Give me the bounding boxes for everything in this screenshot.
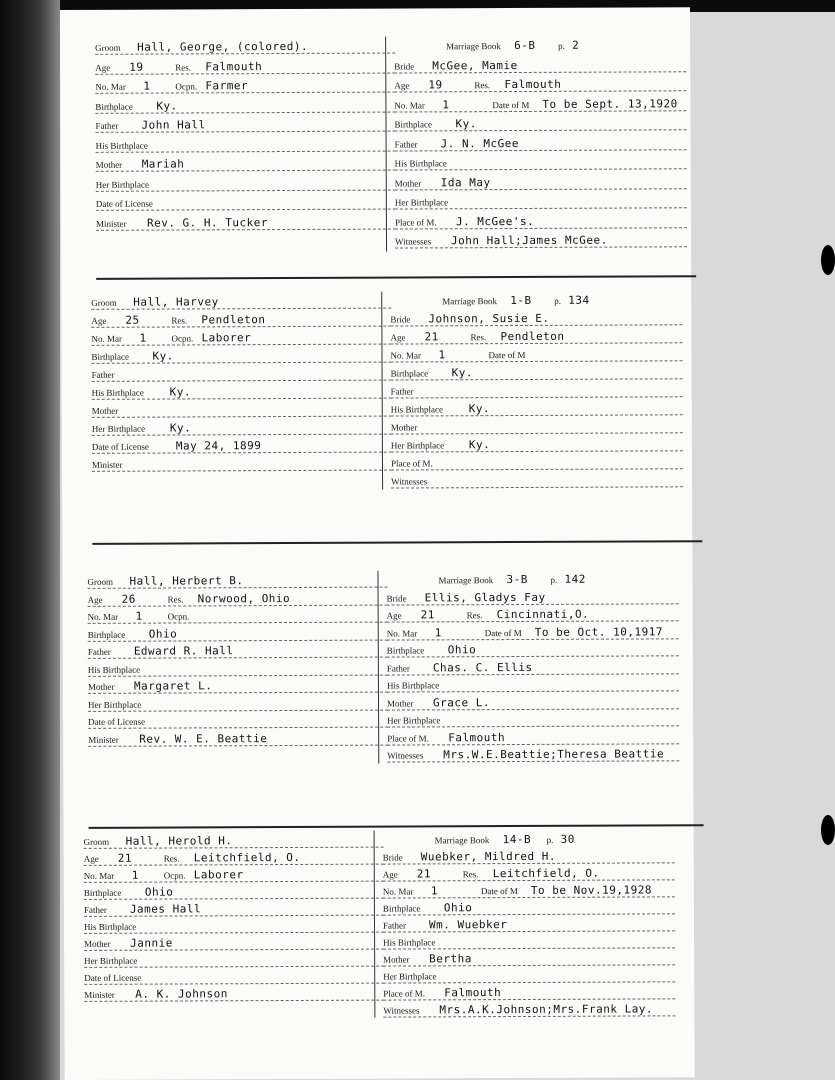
bride-date-of-m-value: To be Oct. 10,1917 — [534, 624, 663, 639]
groom-ocpn-value: Farmer — [205, 79, 249, 93]
groom-mother-label: Mother — [91, 405, 119, 416]
groom-section — [84, 831, 385, 1019]
bride-no-mar-value: 1 — [438, 348, 446, 362]
bride-age-label: Age — [386, 610, 402, 621]
groom-father-label: Father — [91, 369, 115, 380]
page-label: p. — [554, 295, 562, 306]
bride-his-birthplace-row — [391, 398, 683, 416]
groom-minister-row — [96, 212, 396, 230]
groom-father-row — [88, 641, 388, 659]
groom-ocpn-label: Ocpn. — [163, 870, 186, 881]
groom-age-row — [95, 56, 395, 74]
page-label: p. — [558, 40, 565, 51]
bride-birthplace-label: Birthplace — [394, 119, 433, 130]
marriage-book-value: 3-B — [506, 572, 528, 587]
bride-his-birthplace-value: Ky. — [468, 402, 491, 416]
bride-father-value: J. N. McGee — [440, 136, 519, 150]
bride-name-value: Ellis, Gladys Fay — [424, 590, 546, 604]
groom-his-birthplace-label: His Birthplace — [95, 140, 148, 151]
groom-res-label: Res. — [167, 593, 184, 605]
groom-father-label: Father — [83, 904, 107, 915]
groom-date-of-license-row — [88, 711, 388, 729]
groom-name-value: Hall, Herold H. — [125, 834, 233, 848]
groom-res-value: Leitchfield, O. — [193, 850, 301, 865]
groom-her-birthplace-row — [92, 418, 392, 436]
bride-res-label: Res. — [462, 869, 479, 880]
groom-minister-value: A. K. Johnson — [135, 987, 228, 1001]
groom-minister-label: Minister — [88, 734, 119, 745]
bride-name-row — [394, 55, 686, 73]
bride-place-of-m-value: Falmouth — [448, 730, 506, 744]
groom-date-of-license-row — [96, 193, 396, 211]
bride-name-row — [390, 308, 682, 326]
groom-res-label: Res. — [175, 61, 192, 72]
groom-groom-label: Groom — [83, 836, 110, 847]
bride-age-value: 19 — [428, 78, 443, 92]
bride-her-birthplace-row — [391, 434, 683, 452]
bride-witnesses-label: Witnesses — [387, 750, 424, 761]
groom-mother-row — [84, 933, 384, 951]
groom-father-label: Father — [87, 646, 111, 657]
bride-date-of-m-label: Date of M — [488, 349, 526, 361]
bride-place-of-m-label: Place of M. — [390, 458, 433, 469]
groom-name-row — [87, 571, 387, 589]
bride-no-mar-value: 1 — [442, 97, 450, 111]
bride-father-value: Wm. Wuebker — [428, 918, 508, 932]
groom-age-label: Age — [83, 853, 99, 864]
bride-mother-row — [383, 948, 675, 966]
bride-birthplace-row — [387, 639, 679, 657]
bride-res-label: Res. — [466, 610, 483, 621]
marriage-book-header — [435, 829, 655, 846]
groom-birthplace-value: Ky. — [156, 98, 178, 113]
groom-no-mar-label: No. Mar — [83, 870, 115, 881]
bride-witnesses-value: Mrs.W.E.Beattie;Theresa Beattie — [443, 747, 665, 762]
marriage-book-value: 6-B — [514, 38, 536, 53]
groom-his-birthplace-row — [92, 382, 392, 400]
groom-her-birthplace-label: Her Birthplace — [88, 699, 142, 710]
bride-his-birthplace-label: His Birthplace — [394, 158, 447, 169]
bride-section — [381, 290, 683, 489]
bride-res-value: Pendleton — [500, 329, 565, 344]
groom-his-birthplace-label: His Birthplace — [91, 387, 144, 398]
bride-place-of-m-row — [387, 727, 679, 745]
bride-her-birthplace-label: Her Birthplace — [394, 197, 449, 208]
groom-res-value: Pendleton — [201, 313, 266, 327]
groom-groom-label: Groom — [95, 42, 121, 53]
bride-his-birthplace-row — [383, 931, 675, 949]
groom-minister-row — [92, 454, 392, 472]
groom-age-row — [84, 848, 384, 866]
bride-bride-label: Bride — [394, 60, 415, 72]
bride-res-value: Cincinnati,O. — [496, 607, 590, 622]
binder-hole — [821, 245, 835, 275]
groom-date-of-license-row — [92, 436, 392, 454]
bride-no-mar-value: 1 — [430, 884, 439, 898]
bride-father-label: Father — [394, 138, 418, 150]
bride-birthplace-value: Ky. — [451, 366, 473, 380]
bride-witnesses-label: Witnesses — [383, 1005, 420, 1016]
bride-place-of-m-row — [391, 452, 683, 470]
bride-section — [374, 829, 676, 1017]
groom-section — [87, 571, 388, 765]
bride-father-label: Father — [390, 386, 414, 397]
groom-no-mar-row — [84, 865, 384, 883]
bride-father-row — [391, 380, 683, 398]
bride-birthplace-value: Ky. — [455, 117, 477, 131]
groom-no-mar-value: 1 — [135, 609, 143, 623]
groom-mother-value: Mariah — [141, 157, 185, 171]
bride-his-birthplace-label: His Birthplace — [390, 404, 444, 415]
bride-father-label: Father — [382, 920, 407, 931]
bride-mother-label: Mother — [387, 697, 414, 709]
groom-birthplace-label: Birthplace — [95, 101, 133, 112]
bride-name-row — [387, 587, 679, 605]
groom-ocpn-label: Ocpn. — [171, 333, 194, 344]
record-divider — [96, 275, 696, 280]
groom-res-label: Res. — [163, 853, 180, 864]
bride-his-birthplace-row — [387, 674, 679, 692]
marriage-book-value: 1-B — [510, 293, 532, 308]
bride-no-mar-row — [387, 622, 679, 640]
groom-name-value: Hall, George, (colored). — [137, 39, 309, 54]
groom-her-birthplace-row — [88, 693, 388, 711]
bride-father-row — [395, 133, 687, 151]
groom-no-mar-row — [88, 606, 388, 624]
groom-birthplace-label: Birthplace — [83, 887, 122, 898]
bride-name-value: Wuebker, Mildred H. — [420, 849, 557, 864]
groom-minister-row — [88, 728, 388, 746]
groom-date-of-license-row — [84, 967, 384, 985]
groom-groom-label: Groom — [87, 576, 114, 587]
groom-her-birthplace-label: Her Birthplace — [84, 955, 138, 966]
bride-date-of-m-label: Date of M — [492, 99, 530, 110]
bride-witnesses-label: Witnesses — [394, 236, 432, 247]
groom-her-birthplace-label: Her Birthplace — [91, 423, 146, 434]
bride-age-label: Age — [390, 332, 406, 343]
bride-age-value: 21 — [416, 867, 432, 881]
groom-mother-row — [88, 676, 388, 694]
bride-mother-label: Mother — [390, 422, 418, 433]
bride-place-of-m-row — [395, 211, 687, 229]
marriage-book-label: Marriage Book — [442, 296, 498, 307]
bride-no-mar-value: 1 — [434, 625, 442, 639]
groom-res-value: Norwood, Ohio — [197, 591, 291, 605]
bride-res-label: Res. — [470, 332, 487, 343]
groom-minister-label: Minister — [95, 218, 127, 229]
bride-name-value: Johnson, Susie E. — [428, 311, 550, 326]
groom-minister-value: Rev. W. E. Beattie — [139, 731, 268, 746]
page-value: 134 — [568, 293, 590, 307]
bride-birthplace-row — [383, 897, 675, 915]
bride-no-mar-label: No. Mar — [390, 350, 422, 361]
groom-birthplace-row — [91, 346, 391, 364]
groom-his-birthplace-row — [84, 916, 384, 934]
marriage-book-label: Marriage Book — [438, 575, 494, 586]
bride-birthplace-label: Birthplace — [382, 903, 421, 914]
groom-date-of-license-label: Date of License — [95, 198, 153, 209]
groom-age-label: Age — [91, 315, 107, 326]
groom-no-mar-label: No. Mar — [87, 611, 119, 622]
bride-res-value: Leitchfield, O. — [492, 866, 600, 881]
bride-witnesses-row — [391, 470, 683, 488]
bride-his-birthplace-row — [395, 152, 687, 170]
bride-mother-value: Grace L. — [432, 695, 491, 709]
groom-father-value: John Hall — [141, 118, 206, 132]
groom-date-of-license-label: Date of License — [91, 441, 149, 452]
groom-name-row — [91, 292, 391, 310]
bride-father-value: Chas. C. Ellis — [432, 660, 533, 674]
groom-mother-value: Margaret L. — [133, 679, 213, 693]
bride-bride-label: Bride — [382, 852, 403, 863]
groom-birthplace-value: Ohio — [148, 626, 178, 641]
bride-place-of-m-label: Place of M. — [387, 732, 429, 744]
groom-date-of-license-label: Date of License — [88, 716, 146, 727]
binder-hole — [821, 815, 835, 845]
bride-age-row — [387, 604, 679, 622]
groom-ocpn-label: Ocpn. — [175, 81, 198, 92]
groom-his-birthplace-row — [88, 658, 388, 676]
bride-her-birthplace-row — [395, 191, 687, 209]
bride-no-mar-row — [394, 94, 686, 112]
bride-her-birthplace-label: Her Birthplace — [383, 971, 437, 982]
marriage-record-page — [60, 7, 695, 1080]
groom-age-value: 21 — [117, 851, 132, 865]
bride-age-row — [383, 863, 675, 881]
bride-father-row — [383, 914, 675, 932]
groom-birthplace-value: Ohio — [144, 885, 174, 899]
bride-place-of-m-value: Falmouth — [444, 986, 502, 1000]
groom-birthplace-label: Birthplace — [87, 629, 126, 640]
groom-no-mar-row — [91, 328, 391, 346]
groom-date-of-license-value: May 24, 1899 — [175, 439, 262, 453]
groom-his-birthplace-row — [96, 134, 396, 152]
marriage-book-header — [438, 569, 658, 586]
marriage-book-label: Marriage Book — [446, 41, 501, 52]
bride-mother-row — [395, 172, 687, 190]
groom-her-birthplace-label: Her Birthplace — [95, 179, 150, 190]
bride-place-of-m-label: Place of M. — [383, 988, 426, 999]
groom-no-mar-value: 1 — [139, 331, 147, 345]
groom-his-birthplace-value: Ky. — [169, 385, 192, 399]
bride-birthplace-row — [394, 113, 686, 131]
groom-father-row — [84, 899, 384, 917]
groom-date-of-license-label: Date of License — [84, 972, 142, 983]
groom-mother-value: Jannie — [130, 936, 173, 950]
groom-birthplace-value: Ky. — [152, 349, 174, 363]
groom-his-birthplace-label: His Birthplace — [83, 921, 137, 932]
bride-date-of-m-value: To be Sept. 13,1920 — [542, 96, 678, 111]
bride-witnesses-row — [387, 744, 679, 762]
marriage-record — [91, 290, 697, 501]
marriage-book-header — [442, 290, 662, 307]
bride-res-value: Falmouth — [504, 77, 562, 92]
bride-bride-label: Bride — [386, 592, 407, 604]
groom-mother-label: Mother — [95, 159, 123, 170]
bride-date-of-m-value: To be Nov.19,1928 — [530, 883, 652, 897]
groom-res-value: Falmouth — [205, 59, 263, 73]
groom-age-value: 25 — [125, 313, 140, 327]
bride-his-birthplace-label: His Birthplace — [386, 680, 440, 691]
groom-age-row — [88, 588, 388, 606]
bride-name-row — [383, 846, 675, 864]
bride-no-mar-label: No. Mar — [382, 886, 414, 897]
groom-father-value: James Hall — [129, 902, 202, 916]
groom-father-row — [95, 115, 395, 133]
groom-father-value: Edward R. Hall — [133, 644, 234, 658]
bride-mother-row — [387, 692, 679, 710]
groom-birthplace-row — [84, 882, 384, 900]
bride-his-birthplace-label: His Birthplace — [383, 937, 436, 948]
groom-his-birthplace-label: His Birthplace — [87, 664, 141, 675]
bride-place-of-m-value: J. McGee's. — [455, 214, 535, 228]
groom-name-row — [84, 831, 384, 849]
groom-age-label: Age — [87, 594, 103, 605]
bride-her-birthplace-value: Ky. — [468, 438, 491, 452]
groom-her-birthplace-row — [84, 950, 384, 968]
groom-father-row — [92, 364, 392, 382]
groom-name-value: Hall, Harvey — [133, 295, 219, 309]
groom-birthplace-row — [95, 95, 395, 113]
bride-witnesses-row — [383, 999, 675, 1017]
groom-name-value: Hall, Herbert B. — [129, 574, 244, 588]
bride-age-value: 21 — [420, 608, 435, 622]
bride-birthplace-value: Ohio — [447, 643, 477, 657]
groom-groom-label: Groom — [91, 297, 117, 308]
groom-minister-row — [84, 984, 384, 1002]
groom-mother-label: Mother — [87, 681, 115, 692]
groom-her-birthplace-row — [96, 173, 396, 191]
groom-mother-row — [92, 400, 392, 418]
page-value: 2 — [572, 38, 580, 52]
page-value: 142 — [564, 572, 586, 586]
groom-father-label: Father — [95, 120, 119, 131]
groom-her-birthplace-value: Ky. — [169, 421, 192, 435]
groom-res-label: Res. — [171, 315, 188, 326]
bride-mother-value: Bertha — [429, 952, 472, 966]
bride-bride-label: Bride — [390, 314, 411, 325]
groom-minister-label: Minister — [91, 459, 123, 470]
record-divider — [89, 824, 704, 829]
page-label: p. — [550, 574, 558, 585]
bride-section — [377, 569, 679, 763]
bride-age-label: Age — [394, 80, 410, 91]
groom-age-row — [91, 310, 391, 328]
groom-no-mar-label: No. Mar — [95, 81, 126, 92]
groom-ocpn-label: Ocpn. — [167, 611, 190, 622]
bride-birthplace-row — [391, 362, 683, 380]
groom-mother-row — [96, 154, 396, 172]
bride-mother-label: Mother — [394, 177, 422, 189]
marriage-book-label: Marriage Book — [434, 835, 490, 846]
bride-birthplace-value: Ohio — [443, 901, 473, 915]
bride-date-of-m-label: Date of M — [484, 627, 522, 638]
groom-no-mar-value: 1 — [131, 868, 139, 882]
groom-section — [95, 37, 396, 253]
bride-mother-label: Mother — [383, 954, 410, 965]
bride-birthplace-label: Birthplace — [390, 368, 429, 379]
bride-no-mar-row — [390, 344, 682, 362]
groom-no-mar-label: No. Mar — [91, 333, 122, 344]
bride-place-of-m-row — [383, 982, 675, 1000]
groom-mother-label: Mother — [84, 938, 111, 949]
groom-birthplace-label: Birthplace — [91, 351, 130, 362]
bride-section — [385, 35, 687, 251]
bride-no-mar-label: No. Mar — [394, 99, 425, 111]
bride-witnesses-label: Witnesses — [391, 476, 428, 487]
bride-birthplace-label: Birthplace — [386, 645, 425, 656]
groom-age-value: 26 — [121, 592, 136, 606]
bride-no-mar-row — [383, 880, 675, 898]
marriage-book-value: 14-B — [502, 832, 532, 847]
bride-age-row — [390, 326, 682, 344]
bride-her-birthplace-row — [383, 965, 675, 983]
bride-father-label: Father — [386, 662, 410, 674]
bride-res-label: Res. — [474, 80, 491, 91]
groom-section — [91, 292, 392, 491]
bride-mother-value: Ida May — [440, 175, 491, 189]
marriage-record — [87, 569, 698, 774]
bride-witnesses-row — [395, 230, 687, 248]
bride-mother-row — [391, 416, 683, 434]
bride-date-of-m-label: Date of M — [480, 886, 518, 897]
bride-witnesses-value: John Hall;James McGee. — [450, 233, 608, 248]
groom-no-mar-value: 1 — [143, 79, 151, 93]
groom-no-mar-row — [95, 76, 395, 94]
groom-birthplace-row — [88, 623, 388, 641]
page-value: 30 — [560, 832, 575, 846]
bride-name-value: McGee, Mamie — [432, 58, 518, 72]
groom-name-row — [95, 37, 395, 55]
bride-no-mar-label: No. Mar — [386, 627, 418, 639]
groom-minister-label: Minister — [84, 989, 115, 1000]
groom-minister-value: Rev. G. H. Tucker — [146, 215, 269, 230]
groom-ocpn-value: Laborer — [201, 331, 252, 345]
marriage-book-header — [446, 35, 666, 52]
marriage-record — [95, 35, 696, 262]
marriage-record — [84, 829, 700, 1029]
bride-age-row — [394, 74, 686, 92]
bride-witnesses-value: Mrs.A.K.Johnson;Mrs.Frank Lay. — [439, 1002, 654, 1017]
groom-ocpn-value: Laborer — [193, 868, 244, 882]
bride-place-of-m-label: Place of M. — [394, 216, 437, 228]
bride-her-birthplace-label: Her Birthplace — [387, 715, 441, 726]
record-divider — [92, 540, 702, 545]
bride-her-birthplace-label: Her Birthplace — [390, 440, 445, 451]
scan-border-left — [0, 0, 60, 1080]
bride-her-birthplace-row — [387, 709, 679, 727]
page-label: p. — [546, 834, 554, 845]
groom-age-value: 19 — [129, 60, 144, 74]
bride-age-value: 21 — [424, 330, 439, 344]
groom-age-label: Age — [95, 62, 111, 73]
bride-father-row — [387, 657, 679, 675]
bride-age-label: Age — [382, 869, 398, 880]
